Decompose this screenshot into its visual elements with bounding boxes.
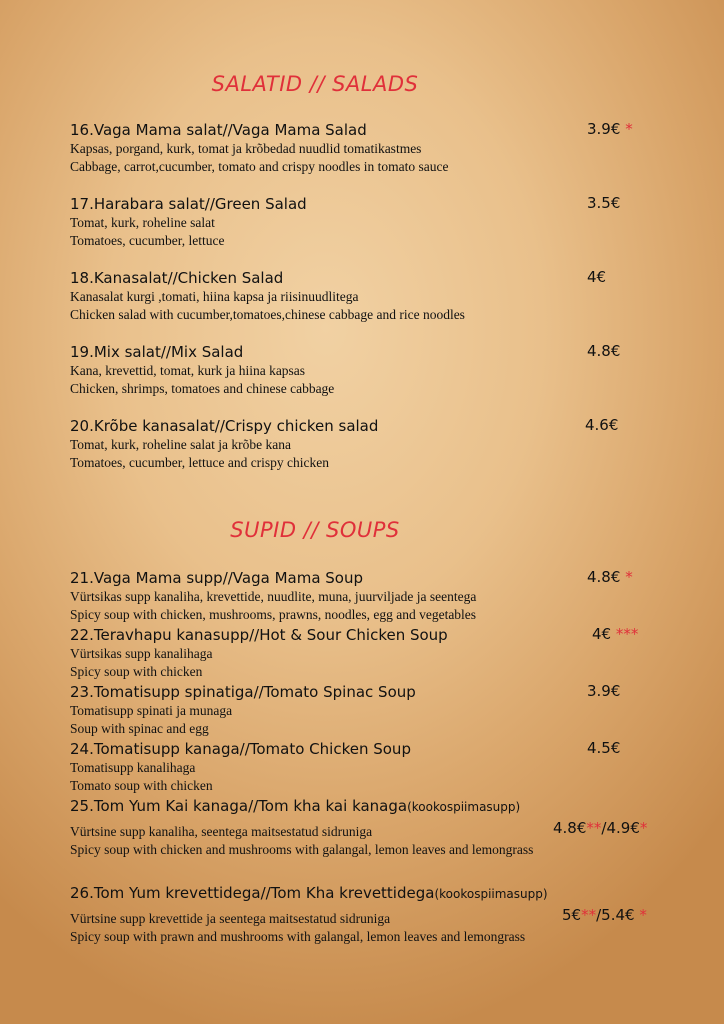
item-desc-en: Spicy soup with chicken, mushrooms, prawns, noodles, egg and vegetables [70,607,477,622]
item-desc-et: Tomatisupp spinati ja munaga [70,703,233,718]
menu-item-23 [70,682,660,738]
item-price-25: 4.8€**/4.9€* [553,819,648,837]
spicy-mark: * [639,819,648,837]
spicy-mark: ** [586,819,602,837]
menu-item-19 [70,342,660,398]
item-desc-et: Tomatisupp kanalihaga [70,760,196,775]
item-desc-en: Spicy soup with prawn and mushrooms with galangal, lemon leaves and lemongrass [70,929,526,944]
item-desc-et: Vürtsikas supp kanalihaga [70,646,213,661]
item-name: 24.Tomatisupp kanaga//Tomato Chicken Soup [70,740,411,758]
item-name: 21.Vaga Mama supp//Vaga Mama Soup [70,569,364,587]
menu-item-16 [70,120,660,176]
item-name: 20.Krõbe kanasalat//Crispy chicken salad [70,417,379,435]
item-desc-et: Tomat, kurk, roheline salat ja krõbe kana [70,437,291,452]
menu-item-20 [70,416,660,472]
item-name: 23.Tomatisupp spinatiga//Tomato Spinac Soup [70,683,416,701]
menu-item-21 [70,568,660,624]
item-price-16: 3.9€ * [587,120,633,138]
item-desc-et: Vürtsikas supp kanaliha, krevettide, nuudlite, muna, juurviljade ja seentega [70,589,477,604]
item-desc-en: Spicy soup with chicken [70,664,203,679]
item-desc-et: Kana, krevettid, tomat, kurk ja hiina kapsas [70,363,306,378]
item-price-26: 5€**/5.4€ * [562,906,647,924]
item-name: 22.Teravhapu kanasupp//Hot & Sour Chicken Soup [70,626,448,644]
item-desc-en: Tomatoes, cucumber, lettuce and crispy chicken [70,455,330,470]
item-name: 19.Mix salat//Mix Salad [70,343,244,361]
item-price-20: 4.6€ [585,416,619,434]
item-price-23: 3.9€ [587,682,621,700]
item-price-18: 4€ [587,268,607,286]
soups-section-title: SUPID // SOUPS [230,518,400,542]
item-desc-et: Tomat, kurk, roheline salat [70,215,215,230]
item-desc-en: Tomatoes, cucumber, lettuce [70,233,225,248]
item-desc-en: Soup with spinac and egg [70,721,209,736]
item-name: 18.Kanasalat//Chicken Salad [70,269,284,287]
item-desc-en: Tomato soup with chicken [70,778,213,793]
item-price-24: 4.5€ [587,739,621,757]
item-name-note: (kookospiimasupp) [407,800,521,814]
spicy-mark: * [625,568,633,586]
menu-item-17 [70,194,660,250]
item-desc-et: Vürtsine supp kanaliha, seentega maitsestatud sidruniga [70,824,373,839]
spicy-mark: * [634,906,647,924]
item-desc-et: Kanasalat kurgi ,tomati, hiina kapsa ja riisinuudlitega [70,289,359,304]
item-name: 25.Tom Yum Kai kanaga//Tom kha kai kanaga(kookospiimasupp) [70,797,521,815]
item-name: 16.Vaga Mama salat//Vaga Mama Salad [70,121,367,139]
salads-section-title: SALATID // SALADS [211,72,419,96]
item-price-22: 4€ *** [592,625,639,643]
menu-item-24 [70,739,660,795]
spicy-mark: *** [615,625,639,643]
item-price-19: 4.8€ [587,342,621,360]
item-desc-et: Kapsas, porgand, kurk, tomat ja krõbedad nuudlid tomatikastmes [70,141,422,156]
item-price-17: 3.5€ [587,194,621,212]
item-name-note: (kookospiimasupp) [434,887,548,901]
spicy-mark: * [625,120,633,138]
menu-item-22 [70,625,660,681]
item-name: 17.Harabara salat//Green Salad [70,195,307,213]
item-name: 26.Tom Yum krevettidega//Tom Kha krevettidega(kookospiimasupp) [70,884,548,902]
item-desc-en: Spicy soup with chicken and mushrooms with galangal, lemon leaves and lemongrass [70,842,534,857]
item-desc-en: Cabbage, carrot,cucumber, tomato and crispy noodles in tomato sauce [70,159,449,174]
item-desc-et: Vürtsine supp krevettide ja seentega maitsestatud sidruniga [70,911,391,926]
item-price-21: 4.8€ * [587,568,633,586]
item-desc-en: Chicken salad with cucumber,tomatoes,chinese cabbage and rice noodles [70,307,465,322]
item-desc-en: Chicken, shrimps, tomatoes and chinese cabbage [70,381,335,396]
menu-item-18 [70,268,660,324]
spicy-mark: ** [581,906,597,924]
